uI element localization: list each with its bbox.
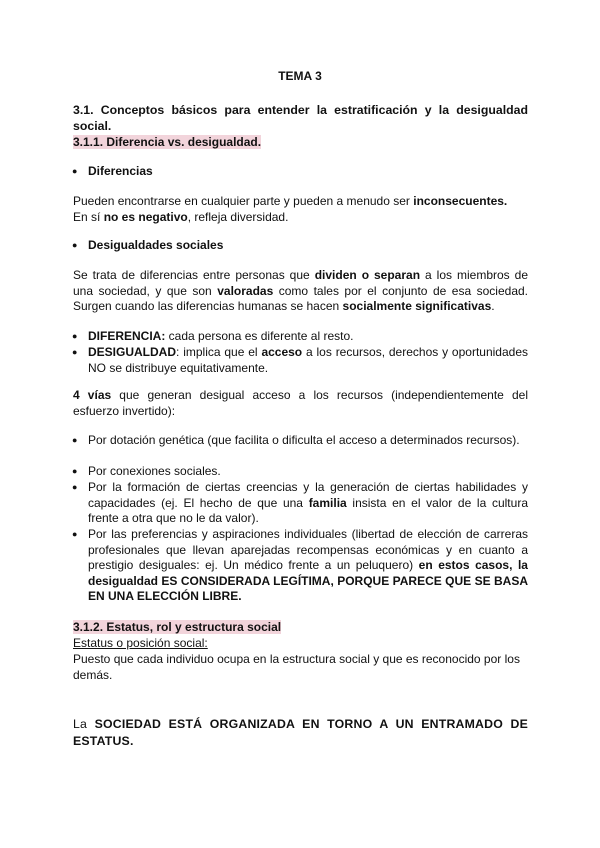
bullet-label: Diferencias: [88, 164, 153, 178]
bullet-via-1: [72, 433, 528, 449]
paragraph-desigualdades: [73, 268, 528, 315]
bullet-icon: ●: [72, 466, 78, 476]
text-run: insista en el valor de la cultura frente a otra que no le da valor).: [88, 495, 528, 525]
page-title: TEMA 3: [278, 69, 322, 83]
text-run: a los recursos, derechos y oportunidades NO se distribuye equitativamente.: [88, 345, 528, 375]
term-bold: DIFERENCIA:: [88, 329, 166, 343]
highlighted-heading: 3.1.2. Estatus, rol y estructura social: [73, 620, 282, 634]
bullet-icon: ●: [72, 166, 78, 176]
section-heading-3-1: 3.1. Conceptos básicos para entender la estratificación y la desigualdad social.: [73, 103, 528, 133]
text-bold: dividen o separan: [314, 268, 421, 282]
bullet-via-2: [72, 464, 528, 480]
bullet-diferencias: [72, 164, 528, 180]
bullet-icon: ●: [72, 331, 78, 341]
paragraph-diferencias: [73, 194, 528, 225]
text-run: Por conexiones sociales.: [88, 464, 221, 478]
bullet-def-diferencia: [72, 329, 528, 345]
bullet-def-desigualdad: [72, 345, 528, 376]
text-run: Por dotación genética (que facilita o dificulta el acceso a determinados recursos).: [88, 433, 520, 447]
bullet-icon: ●: [72, 435, 78, 445]
text-bold: 4 vías: [73, 388, 112, 402]
bullet-via-4: [72, 527, 528, 605]
text-bold: SOCIEDAD ESTÁ ORGANIZADA EN TORNO A UN ENTRAMADO DE ESTATUS.: [73, 717, 528, 748]
text-run: Pueden encontrarse en cualquier parte y pueden a menudo ser: [73, 194, 414, 208]
final-statement: [73, 716, 528, 750]
bullet-icon: ●: [72, 529, 78, 539]
text-run: .: [491, 299, 495, 313]
text-bold: socialmente significativas: [342, 299, 492, 313]
underlined-text: Estatus o posición social:: [73, 636, 208, 650]
section-heading-3-1-1: [73, 135, 528, 151]
section-heading-3-1-2: [73, 620, 528, 636]
text-bold: familia: [308, 495, 347, 510]
text-bold: no es negativo: [103, 209, 188, 224]
bullet-icon: ●: [72, 240, 78, 250]
bullet-via-3: [72, 480, 528, 527]
highlighted-heading: 3.1.1. Diferencia vs. desigualdad.: [73, 135, 262, 149]
text-run: Por la formación de ciertas creencias y la generación de ciertas habilidades y capacidades (ej. El hecho de que una: [88, 480, 528, 510]
bullet-icon: ●: [72, 347, 78, 357]
bullet-desigualdades: [72, 238, 528, 254]
text-run: En sí: [73, 209, 104, 224]
text-run: como tales por el conjunto de esa sociedad. Surgen cuando las diferencias humanas se hacen: [73, 283, 528, 313]
term-bold: DESIGUALDAD: [88, 345, 177, 359]
estatus-definition: Puesto que cada individuo ocupa en la estructura social y que es reconocido por los demás.: [73, 652, 520, 682]
text-run: que generan desigual acceso a los recursos (independientemente del esfuerzo invertido):: [73, 388, 528, 418]
text-run: , refleja diversidad.: [187, 209, 289, 224]
text-run: : implica que el: [176, 345, 262, 359]
text-bold: acceso: [261, 345, 303, 359]
text-run: La: [73, 717, 95, 731]
paragraph-vias-intro: [73, 388, 528, 419]
text-bold: valoradas: [217, 283, 274, 298]
bullet-icon: ●: [72, 482, 78, 492]
text-bold: en estos casos, la desigualdad ES CONSIDERADA LEGÍTIMA, PORQUE PARECE QUE SE BASA EN UNA ELECCIÓN LIBRE.: [88, 558, 528, 603]
text-run: cada persona es diferente al resto.: [165, 329, 354, 343]
text-run: Por las preferencias y aspiraciones individuales (libertad de elección de carreras profesionales que llevan aparejadas recompensas económicas y en cuanto a prestigio desiguales: ej. Un médico frente a un peluquero): [88, 527, 528, 572]
text-run: a los miembros de una sociedad, y que son: [73, 268, 529, 298]
text-run: Se trata de diferencias entre personas que: [73, 268, 315, 282]
bullet-label: Desigualdades sociales: [88, 238, 224, 252]
estatus-subheading: [73, 636, 528, 652]
text-bold: inconsecuentes.: [413, 194, 508, 208]
